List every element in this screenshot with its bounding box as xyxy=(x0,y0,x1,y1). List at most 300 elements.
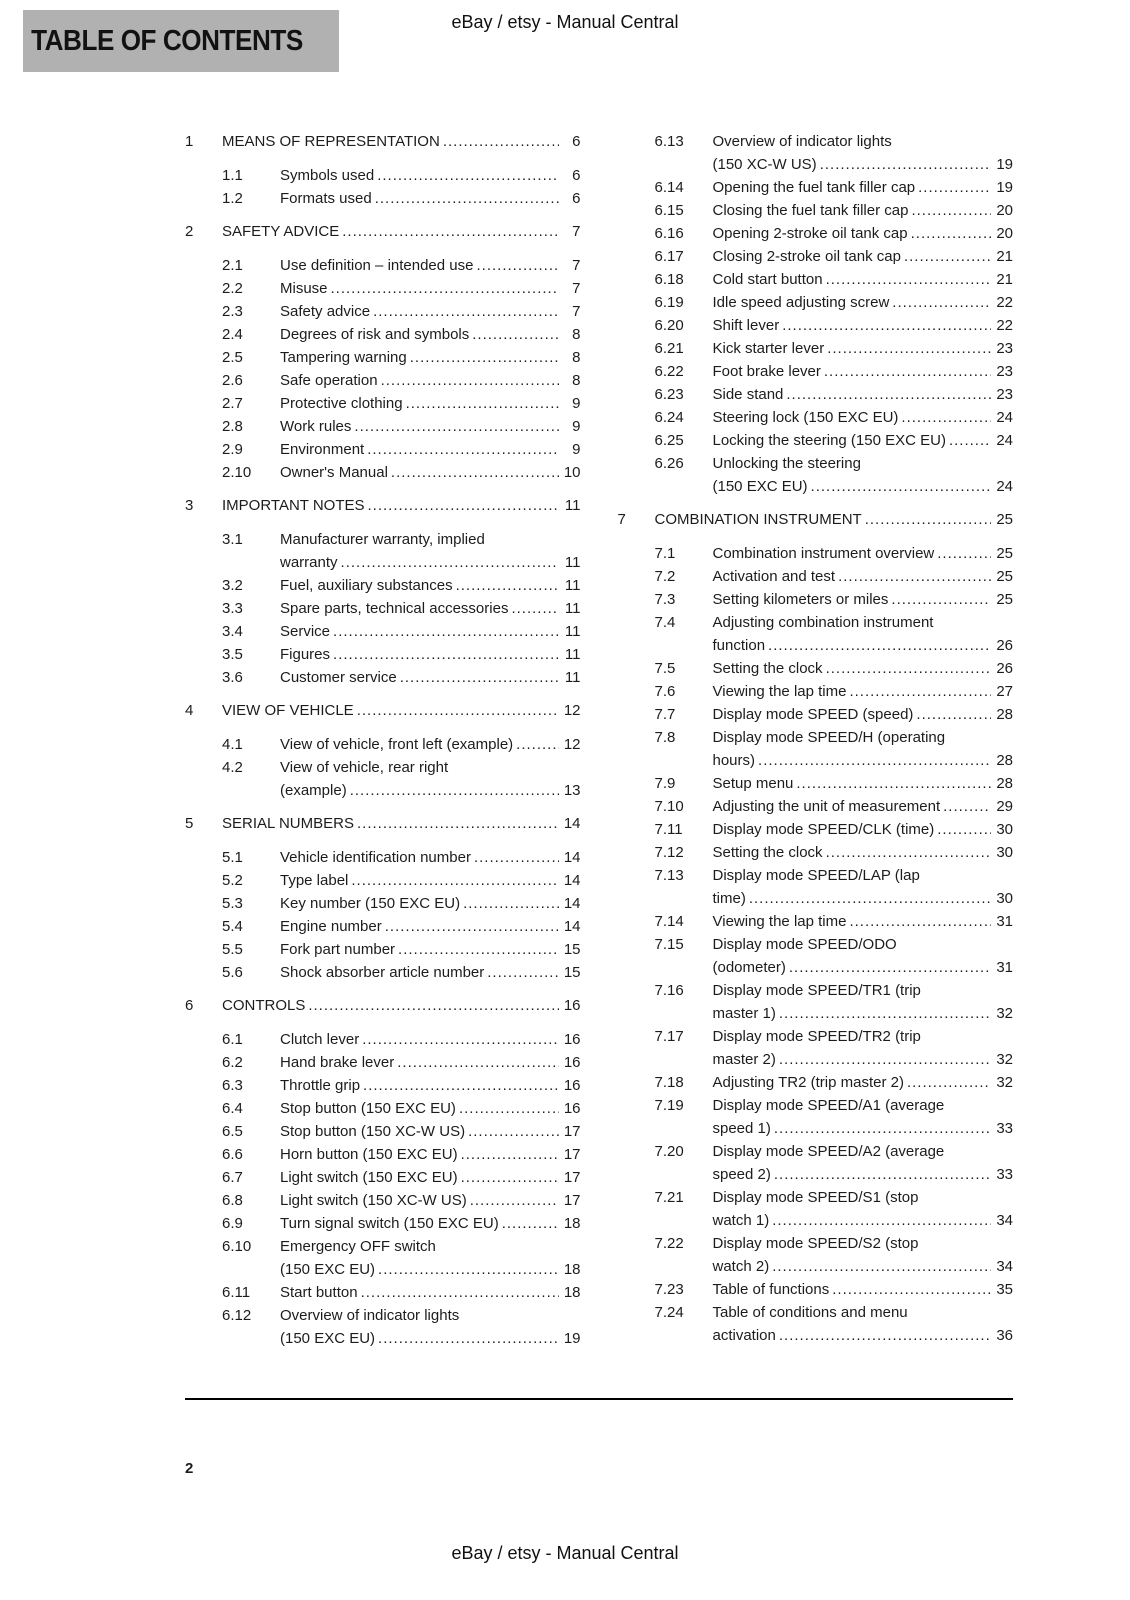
toc-item-page: 6 xyxy=(572,167,581,184)
toc-item-title: MEANS OF REPRESENTATION xyxy=(222,133,440,150)
toc-entry-row xyxy=(185,756,581,802)
toc-item-page: 25 xyxy=(996,545,1013,562)
toc-item-title: Display mode SPEED/A1 (average xyxy=(712,1097,945,1114)
toc-item-page: 19 xyxy=(563,1330,581,1347)
toc-entry-row xyxy=(618,314,1014,337)
dot-leader xyxy=(789,956,991,979)
toc-item-line xyxy=(280,1051,581,1074)
dot-leader xyxy=(333,620,558,643)
toc-item-title: Formats used xyxy=(280,190,372,207)
toc-entry-row xyxy=(185,1281,581,1304)
toc-item-body xyxy=(222,220,581,243)
toc-item-title: (odometer) xyxy=(712,959,786,976)
toc-item-title: IMPORTANT NOTES xyxy=(222,497,365,514)
dot-leader xyxy=(331,277,559,300)
toc-item-body xyxy=(713,176,1014,199)
toc-item-title: time) xyxy=(712,890,746,907)
toc-entry-row xyxy=(185,869,581,892)
toc-item-body xyxy=(280,643,581,666)
dot-leader xyxy=(461,1166,559,1189)
toc-entry-row xyxy=(618,268,1014,291)
toc-entry-row xyxy=(185,892,581,915)
toc-item-number: 7.7 xyxy=(654,706,676,723)
toc-item-number: 6.1 xyxy=(222,1031,243,1048)
dot-leader xyxy=(826,268,991,291)
toc-entry-row xyxy=(185,1097,581,1120)
toc-item-page: 33 xyxy=(996,1120,1013,1137)
toc-item-title: Table of functions xyxy=(712,1281,830,1298)
toc-item-line xyxy=(713,176,1014,199)
toc-item-line xyxy=(713,1324,1014,1347)
toc-entry-row xyxy=(185,846,581,869)
toc-item-title: VIEW OF VEHICLE xyxy=(222,702,354,719)
toc-item-title: speed 2) xyxy=(712,1166,771,1183)
toc-item-title: master 2) xyxy=(712,1051,776,1068)
header-site-title: eBay / etsy - Manual Central xyxy=(451,12,679,32)
toc-item-body xyxy=(713,360,1014,383)
toc-entry-row xyxy=(618,542,1014,565)
toc-item-title: Adjusting TR2 (trip master 2) xyxy=(712,1074,904,1091)
toc-item-page: 20 xyxy=(996,202,1013,219)
toc-item-title: Steering lock (150 EXC EU) xyxy=(712,409,899,426)
toc-item-title: Use definition – intended use xyxy=(280,257,474,274)
toc-item-body xyxy=(280,756,581,802)
toc-item-page: 9 xyxy=(572,418,581,435)
toc-item-line xyxy=(713,452,1014,475)
toc-item-title: Shock absorber article number xyxy=(280,964,485,981)
toc-item-line xyxy=(280,915,581,938)
toc-item-number: 7.21 xyxy=(654,1189,684,1206)
dot-leader xyxy=(937,542,991,565)
toc-item-number: 1.1 xyxy=(222,167,243,184)
toc-entry-row xyxy=(185,461,581,484)
toc-item-title: Display mode SPEED/S1 (stop xyxy=(712,1189,919,1206)
dot-leader xyxy=(786,383,991,406)
toc-item-line xyxy=(713,314,1014,337)
toc-item-line xyxy=(280,1120,581,1143)
toc-item-title: (example) xyxy=(280,782,347,799)
footer-divider xyxy=(185,1398,1013,1400)
toc-item-line xyxy=(280,415,581,438)
toc-entry-row xyxy=(618,1232,1014,1278)
toc-item-number: 2.5 xyxy=(222,349,243,366)
dot-leader xyxy=(779,1002,991,1025)
toc-item-title: Display mode SPEED (speed) xyxy=(712,706,914,723)
toc-item-title: Emergency OFF switch xyxy=(280,1238,436,1255)
toc-item-number: 6.4 xyxy=(222,1100,243,1117)
toc-item-page: 12 xyxy=(563,736,581,753)
toc-item-line xyxy=(280,528,581,551)
toc-item-body xyxy=(713,680,1014,703)
toc-entry-row xyxy=(618,383,1014,406)
toc-item-body xyxy=(280,164,581,187)
toc-item-body xyxy=(713,429,1014,452)
dot-leader xyxy=(911,222,991,245)
toc-item-body xyxy=(280,187,581,210)
toc-item-title: SERIAL NUMBERS xyxy=(222,815,354,832)
toc-item-number: 3.6 xyxy=(222,669,243,686)
toc-item-body xyxy=(280,1120,581,1143)
toc-item-page: 10 xyxy=(563,464,581,481)
toc-entry-row xyxy=(185,643,581,666)
toc-item-number: 6.7 xyxy=(222,1169,243,1186)
toc-item-body xyxy=(280,1212,581,1235)
toc-item-title: hours) xyxy=(712,752,756,769)
toc-item-line xyxy=(280,438,581,461)
toc-item-number: 2.9 xyxy=(222,441,243,458)
toc-section-row xyxy=(185,220,581,243)
toc-item-page: 11 xyxy=(564,623,581,640)
toc-item-number: 5.4 xyxy=(222,918,243,935)
toc-item-body xyxy=(713,1186,1014,1232)
toc-item-line xyxy=(280,938,581,961)
toc-item-body xyxy=(280,415,581,438)
toc-item-number: 6.6 xyxy=(222,1146,243,1163)
toc-item-line xyxy=(713,703,1014,726)
toc-entry-row xyxy=(185,1304,581,1350)
toc-item-body xyxy=(713,383,1014,406)
dot-leader xyxy=(361,1281,559,1304)
toc-item-page: 16 xyxy=(563,1077,581,1094)
toc-item-title: Unlocking the steering xyxy=(712,455,861,472)
toc-item-body xyxy=(280,1281,581,1304)
toc-item-number: 7.14 xyxy=(654,913,684,930)
toc-item-page: 25 xyxy=(996,511,1013,528)
toc-item-line xyxy=(713,1163,1014,1186)
toc-item-title: watch 1) xyxy=(712,1212,770,1229)
dot-leader xyxy=(782,314,991,337)
toc-item-line xyxy=(713,588,1014,611)
toc-item-body xyxy=(280,254,581,277)
toc-item-title: Safe operation xyxy=(280,372,378,389)
toc-item-body xyxy=(713,452,1014,498)
dot-leader xyxy=(406,392,559,415)
toc-item-title: Viewing the lap time xyxy=(712,913,847,930)
toc-item-page: 19 xyxy=(996,179,1013,196)
toc-item-page: 24 xyxy=(996,478,1013,495)
toc-item-body xyxy=(280,1074,581,1097)
toc-item-line xyxy=(713,956,1014,979)
toc-item-number: 7.8 xyxy=(654,729,676,746)
dot-leader xyxy=(911,199,991,222)
page-number: 2 xyxy=(185,1460,194,1477)
toc-item-line xyxy=(713,1140,1014,1163)
toc-item-title: Stop button (150 EXC EU) xyxy=(280,1100,456,1117)
toc-item-title: Key number (150 EXC EU) xyxy=(280,895,461,912)
toc-item-line xyxy=(280,551,581,574)
toc-item-line xyxy=(713,337,1014,360)
toc-item-body xyxy=(713,818,1014,841)
toc-item-title: Clutch lever xyxy=(280,1031,360,1048)
toc-item-line xyxy=(713,933,1014,956)
toc-item-line xyxy=(280,1281,581,1304)
toc-entry-row xyxy=(618,406,1014,429)
dot-leader xyxy=(468,1120,558,1143)
dot-leader xyxy=(774,1117,991,1140)
dot-leader xyxy=(826,841,991,864)
toc-item-number: 6.22 xyxy=(654,363,684,380)
toc-entry-row xyxy=(185,1143,581,1166)
toc-item-number: 5.3 xyxy=(222,895,243,912)
toc-item-body xyxy=(280,1143,581,1166)
toc-item-body xyxy=(713,542,1014,565)
toc-item-page: 16 xyxy=(563,1100,581,1117)
toc-entry-row xyxy=(185,1189,581,1212)
toc-item-number: 3.4 xyxy=(222,623,243,640)
toc-item-page: 14 xyxy=(563,895,581,912)
toc-item-body xyxy=(280,892,581,915)
toc-item-body xyxy=(280,733,581,756)
toc-item-title: Side stand xyxy=(712,386,784,403)
toc-item-title: Setup menu xyxy=(712,775,794,792)
toc-item-line xyxy=(280,1327,581,1350)
dot-leader xyxy=(918,176,991,199)
dot-leader xyxy=(865,508,991,531)
toc-item-number: 7.24 xyxy=(654,1304,684,1321)
toc-item-page: 6 xyxy=(572,133,581,150)
toc-item-page: 8 xyxy=(572,326,581,343)
toc-entry-row xyxy=(185,323,581,346)
toc-item-title: Misuse xyxy=(280,280,328,297)
dot-leader xyxy=(375,187,559,210)
toc-item-title: Kick starter lever xyxy=(712,340,825,357)
toc-item-number: 6.25 xyxy=(654,432,684,449)
toc-entry-row xyxy=(185,1051,581,1074)
toc-entry-row xyxy=(185,1028,581,1051)
toc-item-number: 6.17 xyxy=(654,248,684,265)
toc-item-title: Setting the clock xyxy=(712,660,823,677)
toc-item-title: (150 EXC EU) xyxy=(280,1261,376,1278)
toc-item-page: 31 xyxy=(996,959,1013,976)
toc-item-title: Turn signal switch (150 EXC EU) xyxy=(280,1215,499,1232)
toc-item-body xyxy=(713,1071,1014,1094)
toc-item-line xyxy=(222,699,581,722)
toc-item-title: Symbols used xyxy=(280,167,375,184)
toc-item-number: 6.23 xyxy=(654,386,684,403)
toc-item-line xyxy=(280,1143,581,1166)
dot-leader xyxy=(368,494,559,517)
toc-item-title: Display mode SPEED/CLK (time) xyxy=(712,821,935,838)
toc-item-body xyxy=(222,494,581,517)
toc-item-title: (150 XC-W US) xyxy=(712,156,817,173)
toc-item-page: 8 xyxy=(572,372,581,389)
toc-item-title: Display mode SPEED/TR2 (trip xyxy=(712,1028,921,1045)
toc-item-page: 29 xyxy=(996,798,1013,815)
dot-leader xyxy=(943,795,991,818)
dot-leader xyxy=(456,574,559,597)
toc-item-body xyxy=(280,369,581,392)
toc-item-body xyxy=(280,1235,581,1281)
dot-leader xyxy=(367,438,558,461)
toc-item-title: Light switch (150 XC-W US) xyxy=(280,1192,467,1209)
toc-section-row xyxy=(185,812,581,835)
toc-item-title: SAFETY ADVICE xyxy=(222,223,340,240)
toc-item-number: 6.9 xyxy=(222,1215,243,1232)
toc-item-title: Display mode SPEED/LAP (lap xyxy=(712,867,920,884)
toc-item-line xyxy=(713,726,1014,749)
toc-item-page: 11 xyxy=(564,497,581,514)
toc-entry-row xyxy=(185,961,581,984)
toc-item-page: 23 xyxy=(996,386,1013,403)
toc-item-title: Protective clothing xyxy=(280,395,403,412)
toc-item-line xyxy=(713,475,1014,498)
toc-item-body xyxy=(713,979,1014,1025)
dot-leader xyxy=(907,1071,991,1094)
toc-section-row xyxy=(185,494,581,517)
toc-item-body xyxy=(280,1028,581,1051)
toc-entry-row xyxy=(618,222,1014,245)
toc-item-number: 7.6 xyxy=(654,683,676,700)
toc-item-title: Foot brake lever xyxy=(712,363,821,380)
toc-item-number: 6.12 xyxy=(222,1307,252,1324)
dot-leader xyxy=(357,812,559,835)
toc-item-number: 2.7 xyxy=(222,395,243,412)
toc-item-line xyxy=(280,666,581,689)
toc-item-line xyxy=(713,1071,1014,1094)
toc-item-number: 6.21 xyxy=(654,340,684,357)
dot-leader xyxy=(774,1163,991,1186)
toc-section-row xyxy=(185,994,581,1017)
toc-item-body xyxy=(222,699,581,722)
toc-item-page: 23 xyxy=(996,363,1013,380)
toc-item-page: 7 xyxy=(572,303,581,320)
toc-item-number: 3 xyxy=(185,497,194,514)
toc-entry-row xyxy=(185,277,581,300)
dot-leader xyxy=(838,565,991,588)
toc-item-line xyxy=(713,542,1014,565)
toc-item-title: Viewing the lap time xyxy=(712,683,847,700)
toc-item-line xyxy=(713,1094,1014,1117)
toc-item-line xyxy=(713,910,1014,933)
toc-item-number: 2.10 xyxy=(222,464,252,481)
toc-item-title: Adjusting combination instrument xyxy=(712,614,934,631)
toc-item-body xyxy=(713,841,1014,864)
toc-title: TABLE OF CONTENTS xyxy=(31,24,303,57)
toc-item-body xyxy=(222,994,581,1017)
dot-leader xyxy=(308,994,558,1017)
toc-item-page: 28 xyxy=(996,775,1013,792)
toc-item-body xyxy=(713,291,1014,314)
toc-item-page: 24 xyxy=(996,432,1013,449)
toc-item-line xyxy=(280,756,581,779)
toc-item-body xyxy=(713,795,1014,818)
toc-item-page: 23 xyxy=(996,340,1013,357)
toc-item-page: 17 xyxy=(563,1123,581,1140)
toc-item-line xyxy=(713,657,1014,680)
toc-item-body xyxy=(222,130,581,153)
dot-leader xyxy=(342,220,558,243)
toc-item-line xyxy=(280,1189,581,1212)
toc-item-number: 4.2 xyxy=(222,759,243,776)
dot-leader xyxy=(459,1097,559,1120)
toc-entry-row xyxy=(185,597,581,620)
toc-item-line xyxy=(280,323,581,346)
toc-item-number: 3.3 xyxy=(222,600,243,617)
toc-item-line xyxy=(713,245,1014,268)
toc xyxy=(185,130,1013,1350)
toc-item-line xyxy=(280,392,581,415)
toc-item-page: 22 xyxy=(996,294,1013,311)
toc-item-title: Setting kilometers or miles xyxy=(712,591,889,608)
toc-item-line xyxy=(713,268,1014,291)
toc-item-body xyxy=(280,846,581,869)
toc-item-page: 32 xyxy=(996,1074,1013,1091)
toc-section-row xyxy=(185,130,581,153)
toc-item-page: 11 xyxy=(564,600,581,617)
dot-leader xyxy=(849,680,991,703)
toc-item-line xyxy=(713,1232,1014,1255)
toc-entry-row xyxy=(618,1071,1014,1094)
toc-item-line xyxy=(280,733,581,756)
toc-item-body xyxy=(280,915,581,938)
toc-item-page: 30 xyxy=(996,844,1013,861)
toc-item-line xyxy=(222,494,581,517)
toc-item-title: master 1) xyxy=(712,1005,776,1022)
dot-leader xyxy=(826,657,991,680)
toc-item-number: 4 xyxy=(185,702,194,719)
toc-entry-row xyxy=(185,1120,581,1143)
toc-item-body xyxy=(713,1025,1014,1071)
toc-entry-row xyxy=(185,415,581,438)
toc-entry-row xyxy=(185,369,581,392)
toc-entry-row xyxy=(618,680,1014,703)
toc-item-number: 6.26 xyxy=(654,455,684,472)
dot-leader xyxy=(378,1258,558,1281)
toc-item-title: View of vehicle, front left (example) xyxy=(280,736,514,753)
dot-leader xyxy=(949,429,991,452)
toc-item-body xyxy=(713,1278,1014,1301)
toc-item-number: 3.5 xyxy=(222,646,243,663)
toc-entry-row xyxy=(185,187,581,210)
toc-entry-row xyxy=(618,1025,1014,1071)
toc-item-page: 13 xyxy=(563,782,581,799)
toc-item-line xyxy=(713,864,1014,887)
toc-item-body xyxy=(713,933,1014,979)
toc-entry-row xyxy=(618,176,1014,199)
dot-leader xyxy=(487,961,558,984)
toc-entry-row xyxy=(618,1186,1014,1232)
toc-item-page: 12 xyxy=(563,702,581,719)
toc-item-title: Light switch (150 EXC EU) xyxy=(280,1169,458,1186)
toc-item-title: Start button xyxy=(280,1284,358,1301)
toc-item-number: 7.2 xyxy=(654,568,676,585)
toc-item-line xyxy=(280,300,581,323)
toc-item-body xyxy=(713,130,1014,176)
toc-item-body xyxy=(280,323,581,346)
toc-item-page: 22 xyxy=(996,317,1013,334)
toc-item-title: Spare parts, technical accessories xyxy=(280,600,509,617)
toc-item-number: 5.6 xyxy=(222,964,243,981)
toc-item-number: 2.2 xyxy=(222,280,243,297)
toc-entry-row xyxy=(618,611,1014,657)
dot-leader xyxy=(824,360,991,383)
toc-item-page: 28 xyxy=(996,752,1013,769)
dot-leader xyxy=(377,164,558,187)
toc-entry-row xyxy=(618,864,1014,910)
dot-leader xyxy=(472,323,558,346)
dot-leader xyxy=(443,130,559,153)
toc-column-right xyxy=(618,130,1014,1350)
toc-item-title: Idle speed adjusting screw xyxy=(712,294,890,311)
toc-item-line xyxy=(713,818,1014,841)
toc-item-line xyxy=(713,887,1014,910)
dot-leader xyxy=(901,406,991,429)
toc-item-title: Opening the fuel tank filler cap xyxy=(712,179,916,196)
toc-item-page: 26 xyxy=(996,660,1013,677)
toc-item-page: 28 xyxy=(996,706,1013,723)
toc-entry-row xyxy=(185,346,581,369)
toc-item-number: 5.2 xyxy=(222,872,243,889)
